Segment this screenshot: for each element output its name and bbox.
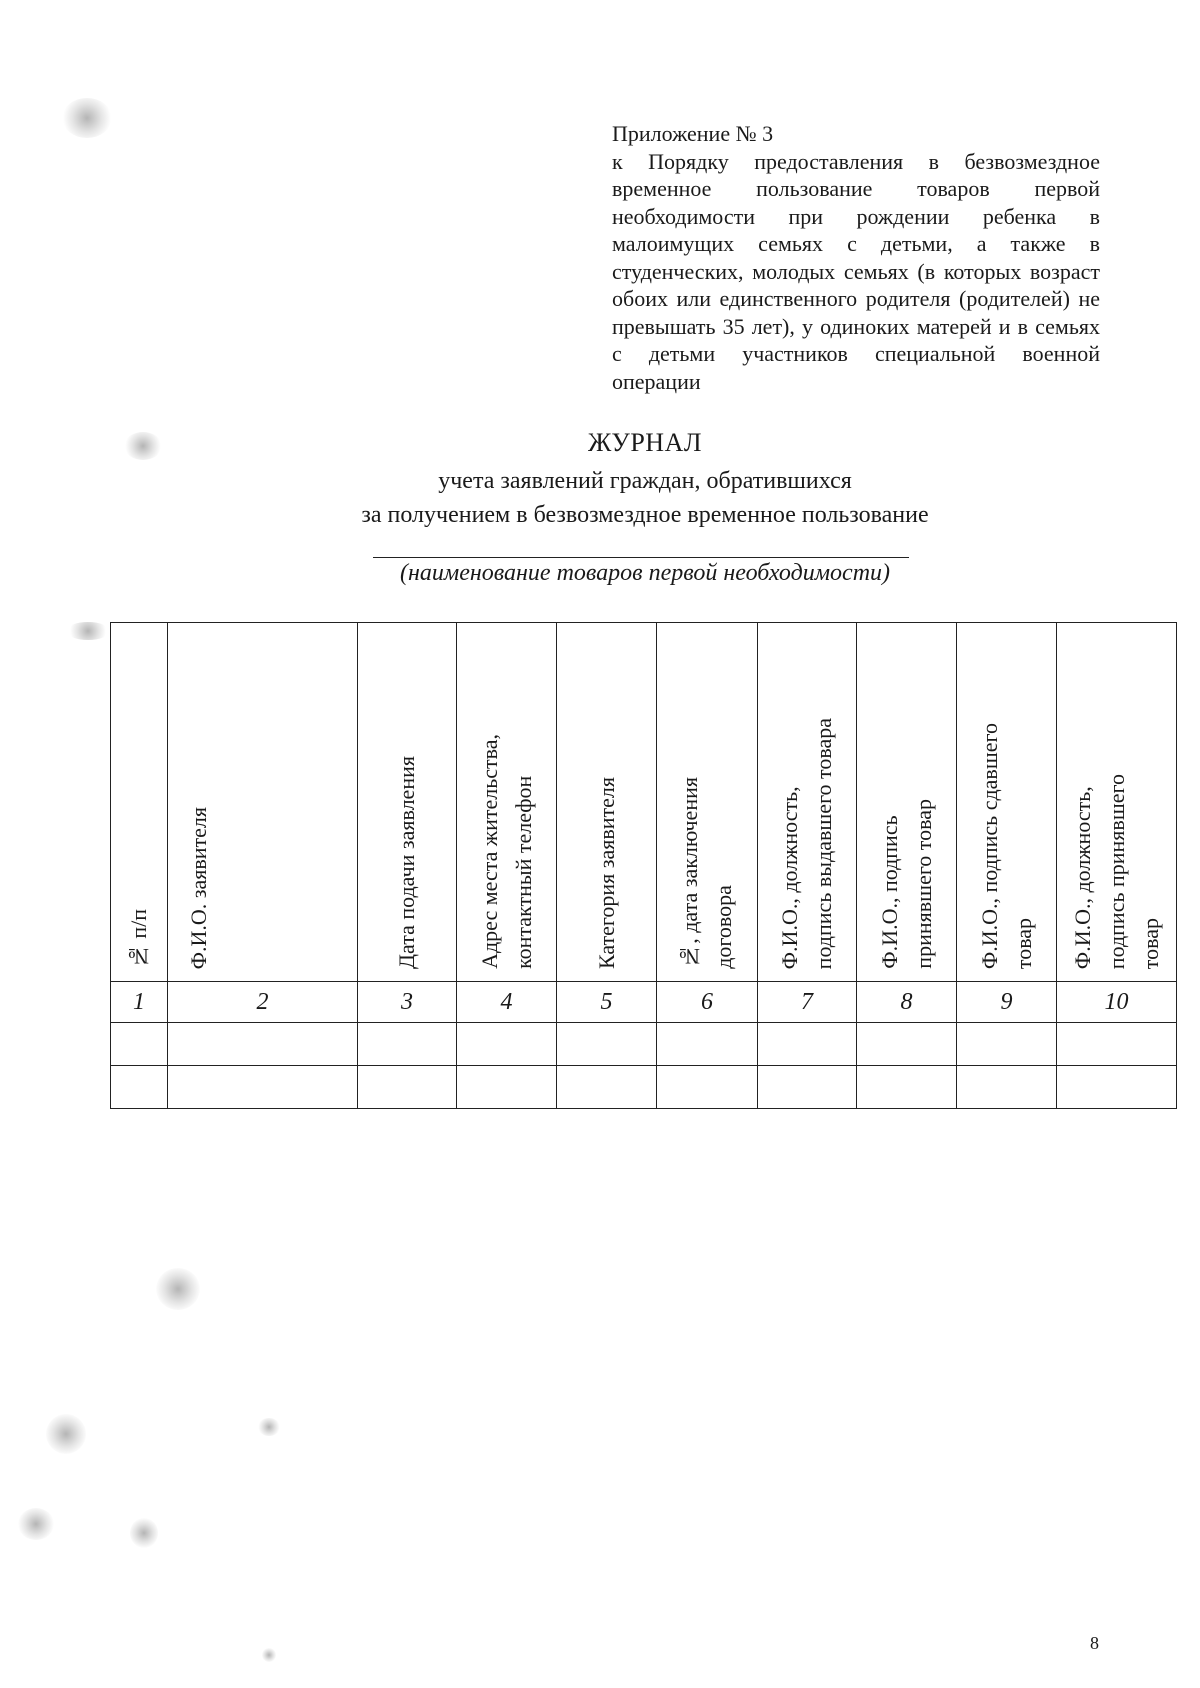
journal-title: ЖУРНАЛ xyxy=(588,428,702,457)
table-cell[interactable] xyxy=(857,1066,957,1109)
header-cell-application-date xyxy=(358,623,457,982)
header-label: Ф.И.О., должность, подпись выдавшего товара xyxy=(777,717,836,969)
header-label: Ф.И.О., должность, подпись принявшего товар xyxy=(1069,773,1163,969)
header-label: Категория заявителя xyxy=(593,776,619,969)
header-cell-number xyxy=(111,623,168,982)
journal-subtitle-line-2: за получением в безвозмездное временное пользование xyxy=(361,502,929,528)
header-label: Ф.И.О., подпись сдавшего товар xyxy=(976,722,1036,969)
column-number: 6 xyxy=(657,982,758,1023)
header-cell-acceptor xyxy=(1057,623,1177,982)
header-label: № п/п xyxy=(126,908,151,969)
table-cell[interactable] xyxy=(957,1066,1057,1109)
goods-name-blank-line xyxy=(373,557,909,558)
header-label: №, дата заключения договора xyxy=(677,777,736,969)
table-cell[interactable] xyxy=(657,1023,758,1066)
column-number: 8 xyxy=(857,982,957,1023)
table-cell[interactable] xyxy=(111,1066,168,1109)
header-label: Ф.И.О. заявителя xyxy=(186,806,211,969)
column-number: 10 xyxy=(1057,982,1177,1023)
appendix-title: Приложение № 3 xyxy=(612,121,774,146)
table-column-numbers-row xyxy=(111,982,1177,1023)
table-row xyxy=(111,1023,1177,1066)
scan-speck xyxy=(46,1414,86,1454)
table-cell[interactable] xyxy=(657,1066,758,1109)
column-number: 3 xyxy=(358,982,457,1023)
header-label: Дата подачи заявления xyxy=(394,756,419,969)
page-number: 8 xyxy=(1090,1633,1099,1653)
table-cell[interactable] xyxy=(758,1066,857,1109)
table-cell[interactable] xyxy=(358,1023,457,1066)
journal-subtitle xyxy=(0,464,1200,532)
goods-name-caption: (наименование товаров первой необходимости) xyxy=(399,560,891,586)
table-cell[interactable] xyxy=(1057,1023,1177,1066)
table-cell[interactable] xyxy=(111,1023,168,1066)
header-cell-contract xyxy=(657,623,758,982)
header-label: Ф.И.О., подпись принявшего товар xyxy=(876,799,936,969)
header-cell-returner xyxy=(957,623,1057,982)
table-cell[interactable] xyxy=(1057,1066,1177,1109)
scan-speck xyxy=(258,1418,280,1436)
header-label: Адрес места жительства, контактный телефон xyxy=(476,734,536,969)
appendix-description: к Порядку предоставления в безвозмездное временное пользование товаров первой необходимости при рождении ребенка в малоимущих семьях с детьми, а также в студенческих, молодых семьях (в которых возраст обоих или единственного родителя (родителей) не превышать 35 лет), у одиноких матерей и в семьях с детьми участников специальной военной операции xyxy=(612,148,1100,394)
table-cell[interactable] xyxy=(557,1066,657,1109)
column-number: 2 xyxy=(168,982,358,1023)
column-number: 9 xyxy=(957,982,1057,1023)
scan-speck xyxy=(262,1648,276,1662)
table-cell[interactable] xyxy=(857,1023,957,1066)
header-cell-issuer xyxy=(758,623,857,982)
column-number: 4 xyxy=(457,982,557,1023)
table-cell[interactable] xyxy=(358,1066,457,1109)
table-cell[interactable] xyxy=(957,1023,1057,1066)
table-cell[interactable] xyxy=(457,1066,557,1109)
scan-speck xyxy=(66,622,110,640)
table-cell[interactable] xyxy=(168,1066,358,1109)
scan-speck xyxy=(156,1268,200,1310)
table-row xyxy=(111,1066,1177,1109)
header-cell-address-phone xyxy=(457,623,557,982)
table-cell[interactable] xyxy=(168,1023,358,1066)
header-cell-applicant-category xyxy=(557,623,657,982)
column-number: 5 xyxy=(557,982,657,1023)
header-cell-receiver xyxy=(857,623,957,982)
journal-table xyxy=(110,622,1177,1109)
table-header-row xyxy=(111,623,1177,982)
scan-speck xyxy=(18,1508,54,1540)
table-cell[interactable] xyxy=(457,1023,557,1066)
scan-speck xyxy=(62,98,112,138)
table-cell[interactable] xyxy=(758,1023,857,1066)
column-number: 7 xyxy=(758,982,857,1023)
scan-speck xyxy=(130,1518,158,1548)
table-cell[interactable] xyxy=(557,1023,657,1066)
column-number: 1 xyxy=(111,982,168,1023)
header-cell-applicant-name xyxy=(168,623,358,982)
appendix-block xyxy=(612,120,1100,395)
journal-subtitle-line-1: учета заявлений граждан, обратившихся xyxy=(438,468,852,494)
